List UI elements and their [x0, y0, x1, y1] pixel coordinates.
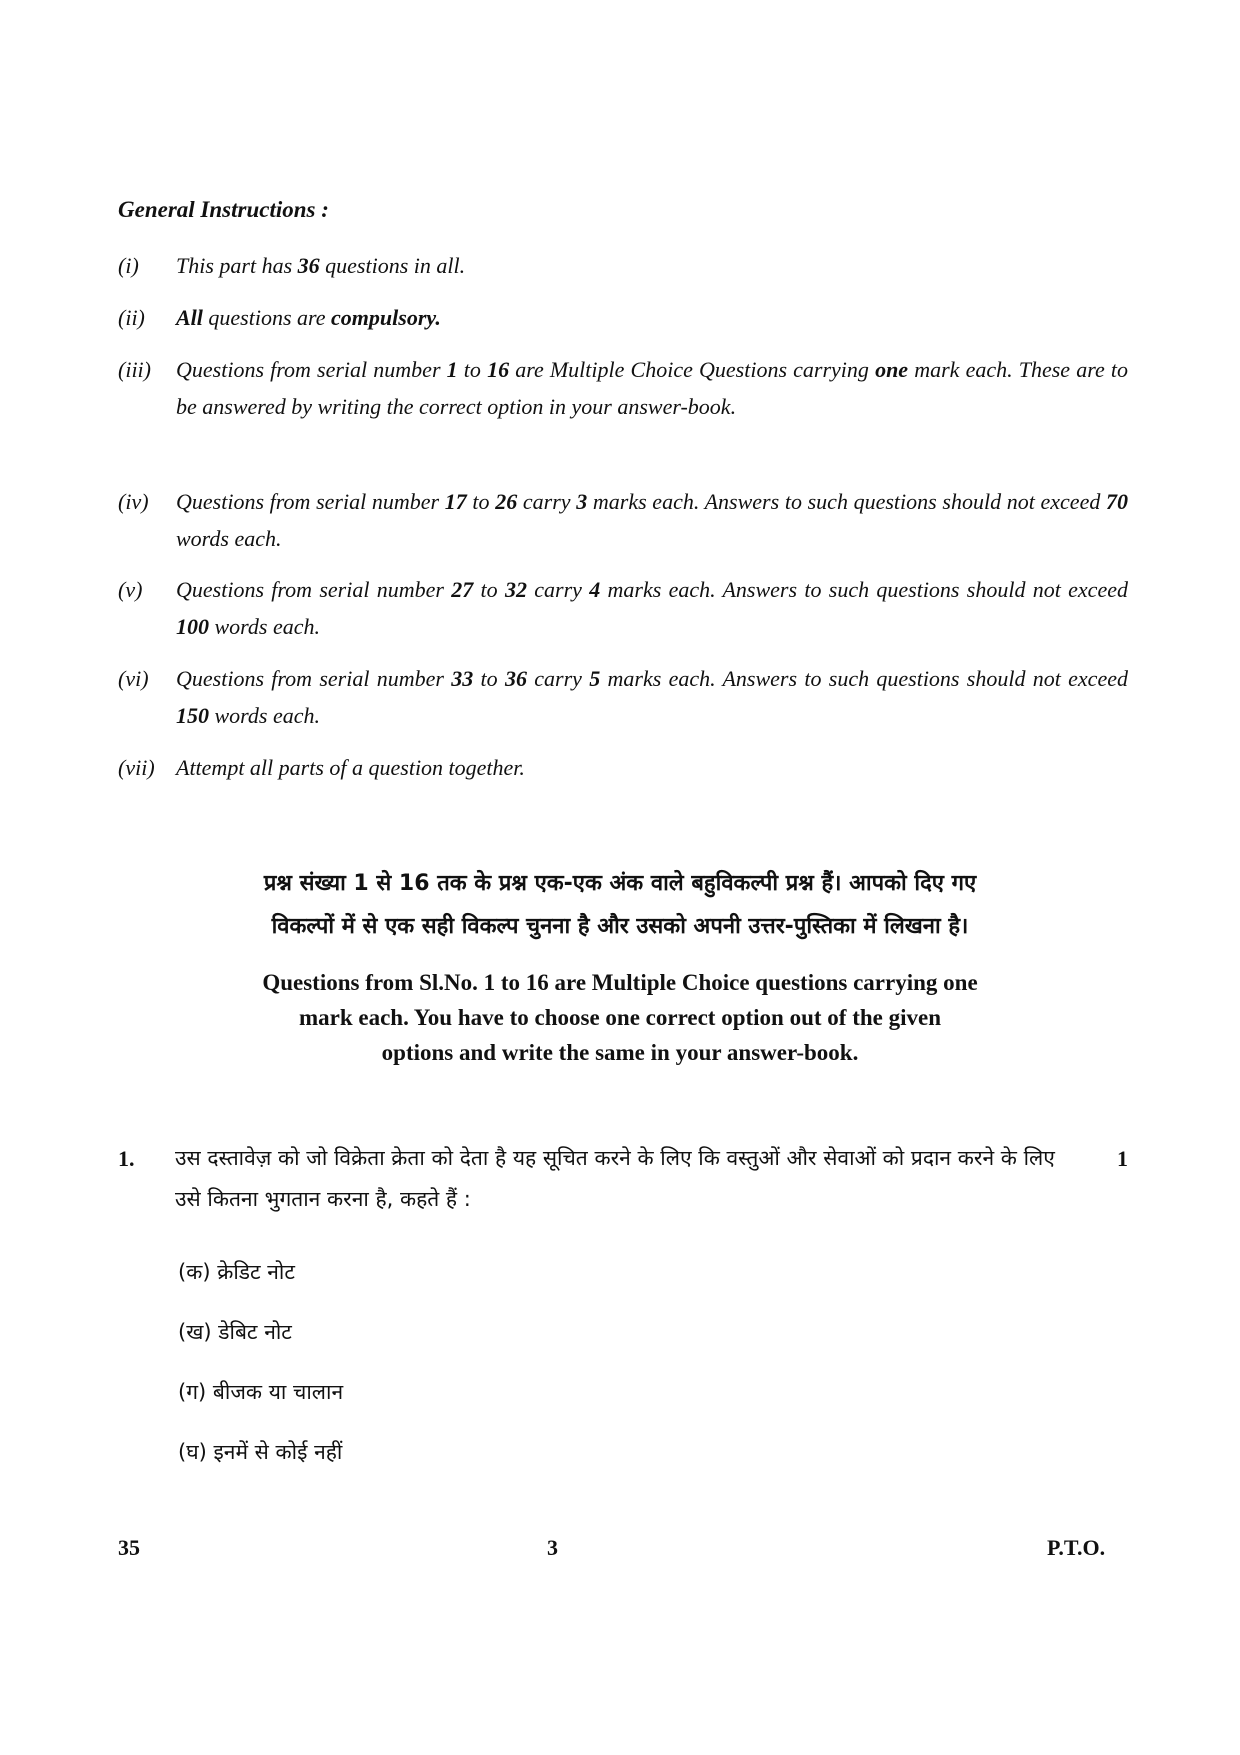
mcq-note-hindi-line2: विकल्पों में से एक सही विकल्प चुनना है और उसको अपनी उत्तर-पुस्तिका में लिखना है।	[271, 914, 969, 939]
instruction-text: Questions from serial number 1 to 16 are Multiple Choice Questions carrying one mark each. These are to be answered by writing the correct option in your answer-book.	[176, 357, 1128, 419]
instruction-text: All questions are compulsory.	[176, 305, 441, 330]
mcq-note-hindi	[130, 862, 1110, 948]
instruction-number: (vii)	[118, 755, 155, 780]
instruction-number: (vi)	[118, 666, 149, 691]
instruction-number: (ii)	[118, 305, 145, 330]
instruction-number: (iv)	[118, 489, 149, 514]
option-kha	[178, 1318, 292, 1346]
instruction-item	[118, 571, 1128, 645]
option-ka	[178, 1258, 295, 1286]
instruction-number: (i)	[118, 253, 139, 278]
question-1	[118, 1138, 1128, 1220]
paper-code: 35	[118, 1535, 140, 1560]
instruction-text: Questions from serial number 33 to 36 carry 5 marks each. Answers to such questions should not exceed 150 words each.	[176, 666, 1128, 728]
instruction-item	[118, 299, 1128, 336]
instruction-item	[118, 351, 1128, 425]
option-text: डेबिट नोट	[218, 1320, 292, 1344]
option-label: (ख)	[178, 1320, 212, 1344]
instruction-number: (iii)	[118, 357, 151, 382]
mcq-note-english-line1: Questions from Sl.No. 1 to 16 are Multiple Choice questions carrying one	[262, 970, 978, 995]
option-label: (ग)	[178, 1380, 207, 1404]
option-ga	[178, 1378, 343, 1406]
pto-label: P.T.O.	[1047, 1535, 1106, 1560]
instruction-text: This part has 36 questions in all.	[176, 253, 466, 278]
instruction-item	[118, 660, 1128, 734]
option-text: बीजक या चालान	[212, 1380, 344, 1404]
mcq-note-english-line3: options and write the same in your answer-book.	[381, 1040, 859, 1065]
option-text: इनमें से कोई नहीं	[213, 1440, 343, 1464]
instruction-number: (v)	[118, 577, 143, 602]
question-text: उस दस्तावेज़ को जो विक्रेता क्रेता को देता है यह सूचित करने के लिए कि वस्तुओं और सेवाओं को प्रदान करने के लिए उसे कितना भुगतान करना है, कहते हैं :	[175, 1146, 1055, 1211]
general-instructions-heading: General Instructions :	[118, 197, 329, 222]
question-number: 1.	[118, 1146, 135, 1171]
instruction-text: Attempt all parts of a question together.	[176, 755, 525, 780]
mcq-note-english	[130, 965, 1110, 1070]
option-text: क्रेडिट नोट	[217, 1260, 295, 1284]
option-label: (क)	[178, 1260, 211, 1284]
option-gha	[178, 1438, 342, 1466]
instruction-item	[118, 483, 1128, 557]
instruction-text: Questions from serial number 17 to 26 carry 3 marks each. Answers to such questions should not exceed 70 words each.	[176, 489, 1128, 551]
question-marks: 1	[1117, 1146, 1128, 1171]
instruction-text: Questions from serial number 27 to 32 carry 4 marks each. Answers to such questions should not exceed 100 words each.	[176, 577, 1128, 639]
instruction-item	[118, 247, 1128, 284]
mcq-note-hindi-line1: प्रश्न संख्या 1 से 16 तक के प्रश्न एक-एक अंक वाले बहुविकल्पी प्रश्न हैं। आपको दिए गए	[263, 871, 977, 896]
page-number: 3	[547, 1535, 558, 1560]
option-label: (घ)	[178, 1440, 207, 1464]
mcq-note-english-line2: mark each. You have to choose one correct option out of the given	[298, 1005, 941, 1030]
instruction-item	[118, 749, 1128, 786]
